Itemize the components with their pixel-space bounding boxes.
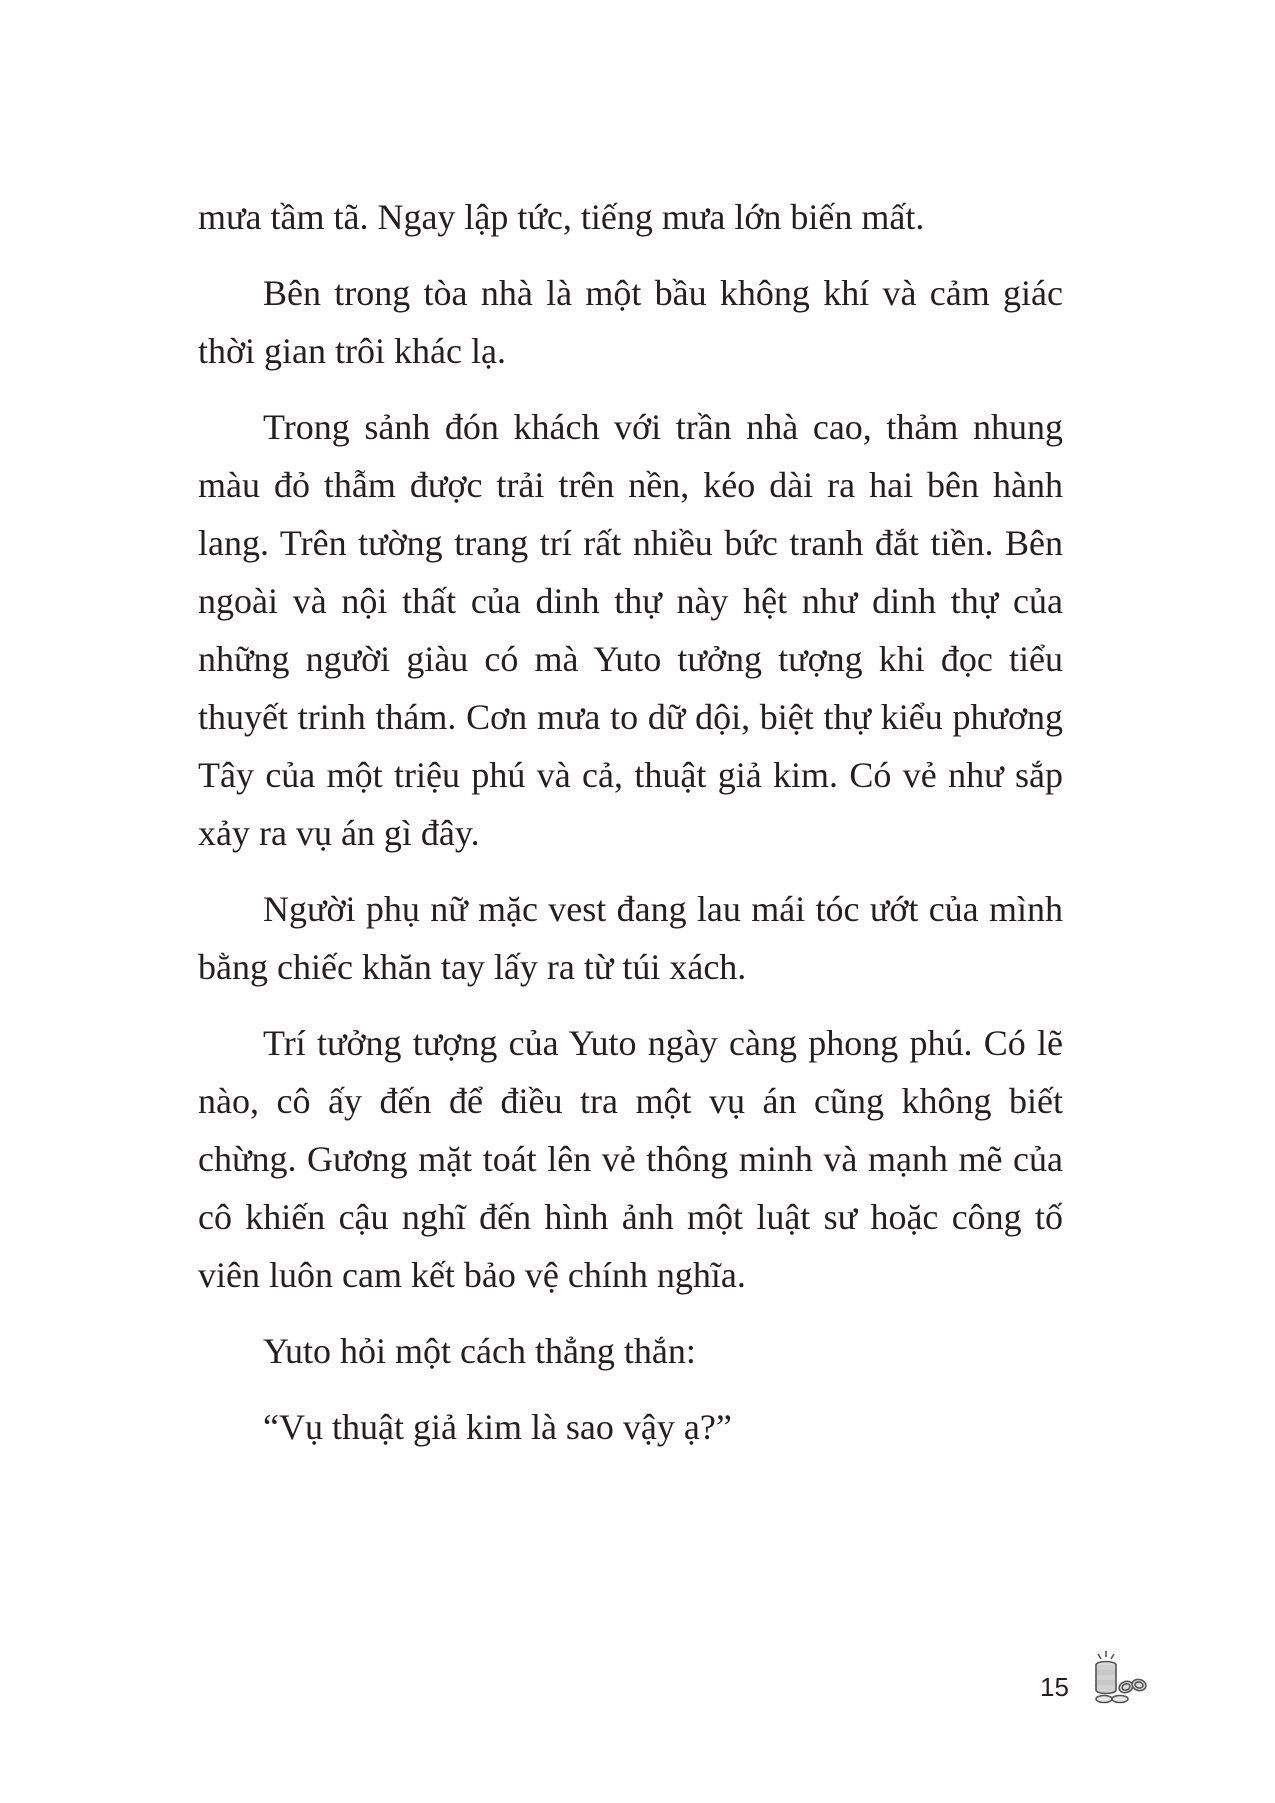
body-text <box>198 188 1063 1474</box>
page-footer <box>1030 1645 1230 1735</box>
paragraph-5: Trí tưởng tượng của Yuto ngày càng phong phú. Có lẽ nào, cô ấy đến để điều tra một vụ án cũng không biết chừng. Gương mặt toát lên vẻ thông minh và mạnh mẽ của cô khiến cậu nghĩ đến hình ảnh một luật sư hoặc công tố viên luôn cam kết bảo vệ chính nghĩa. <box>198 1023 1063 1295</box>
coins-stack-icon <box>1088 1645 1168 1725</box>
paragraph-3: Trong sảnh đón khách với trần nhà cao, thảm nhung màu đỏ thẫm được trải trên nền, kéo dài ra hai bên hành lang. Trên tường trang trí rất nhiều bức tranh đắt tiền. Bên ngoài và nội thất của dinh thự này hệt như dinh thự của những người giàu có mà Yuto tưởng tượng khi đọc tiểu thuyết trinh thám. Cơn mưa to dữ dội, biệt thự kiểu phương Tây của một triệu phú và cả, thuật giả kim. Có vẻ như sắp xảy ra vụ án gì đây. <box>198 407 1063 853</box>
paragraph-7: “Vụ thuật giả kim là sao vậy ạ?” <box>263 1407 732 1447</box>
paragraph-4: Người phụ nữ mặc vest đang lau mái tóc ướt của mình bằng chiếc khăn tay lấy ra từ túi xách. <box>198 889 1063 987</box>
paragraph-1: mưa tầm tã. Ngay lập tức, tiếng mưa lớn biến mất. <box>198 197 925 237</box>
paragraph-6: Yuto hỏi một cách thẳng thắn: <box>263 1331 696 1371</box>
page-number: 15 <box>1040 1672 1069 1702</box>
paragraph-2: Bên trong tòa nhà là một bầu không khí và cảm giác thời gian trôi khác lạ. <box>198 273 1063 371</box>
